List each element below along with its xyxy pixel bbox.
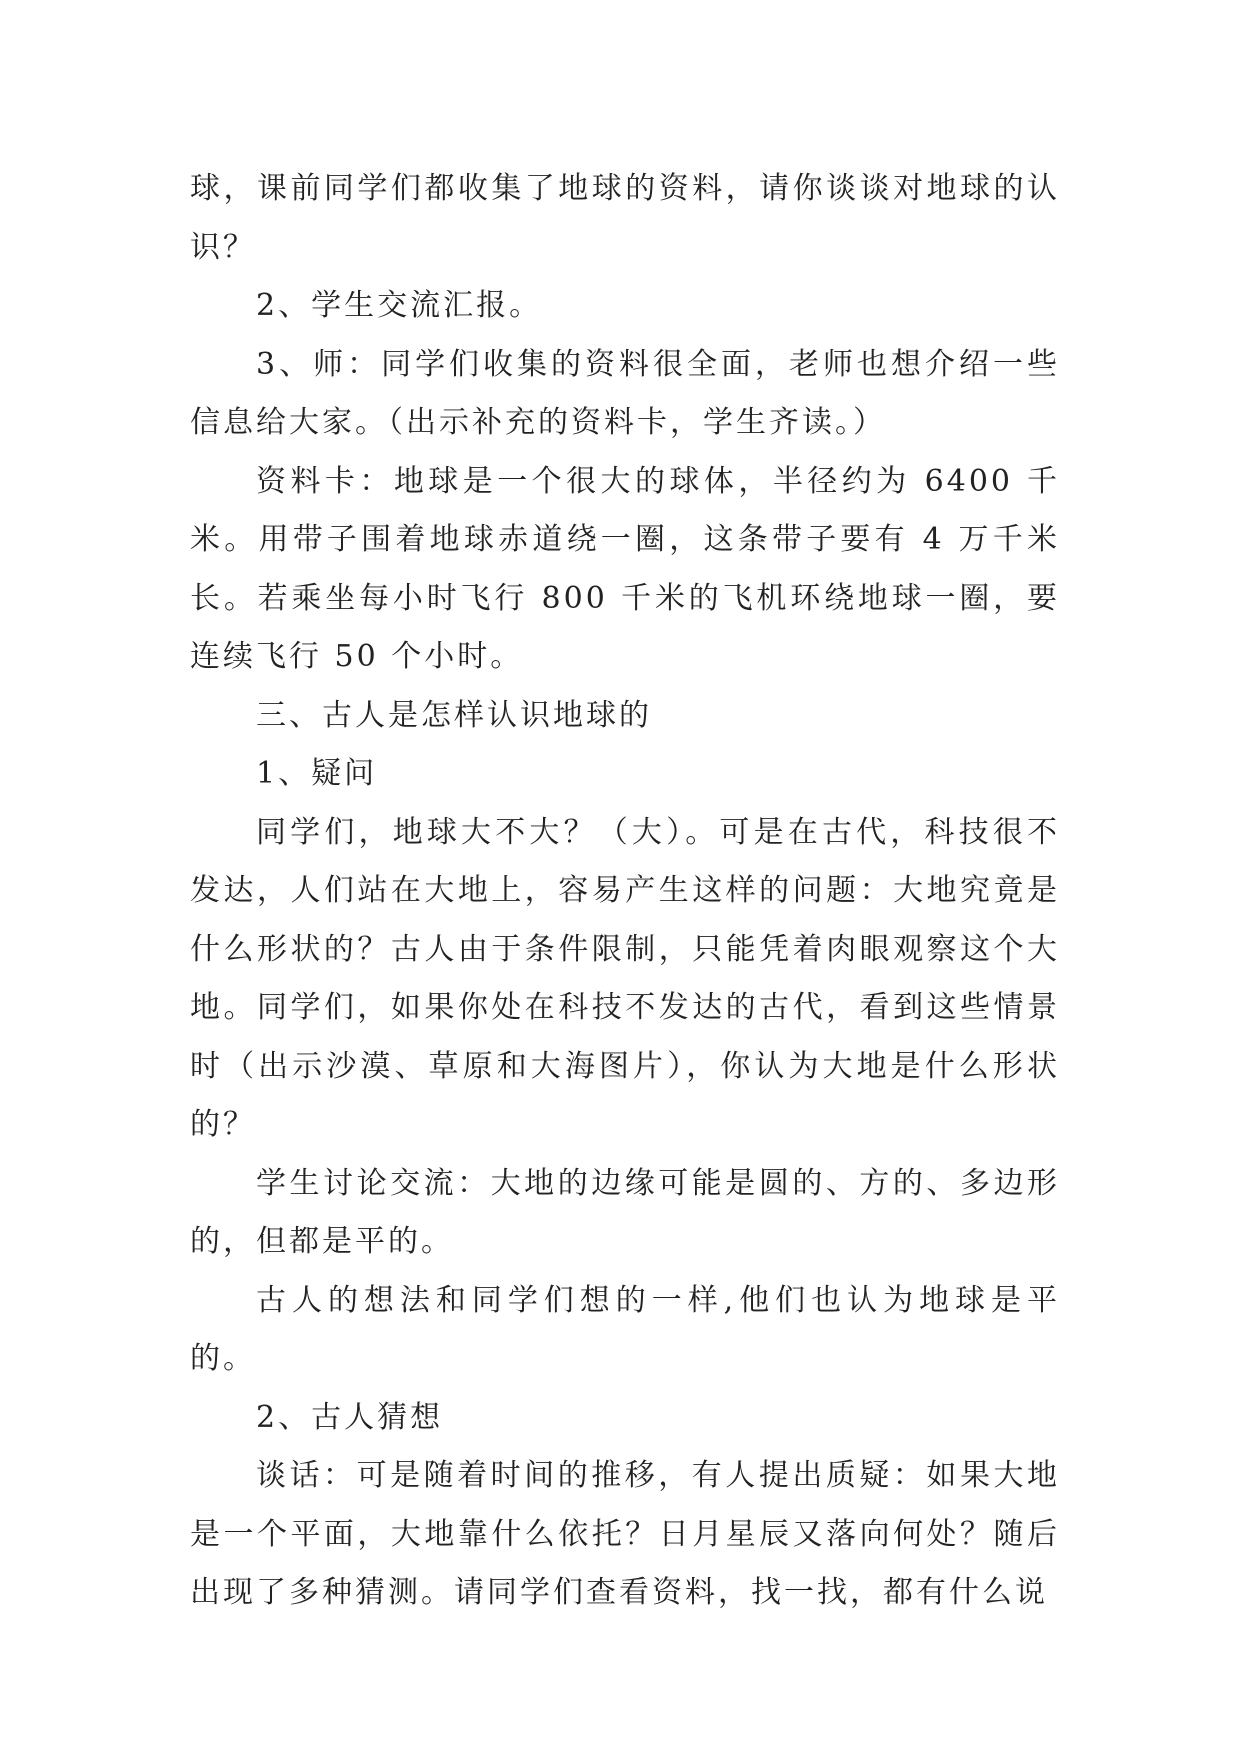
paragraph-ancient-shape: 同学们，地球大不大？（大）。可是在古代，科技很不发达，人们站在大地上，容易产生这样的问题：大地究竟是什么形状的？古人由于条件限制，只能凭着肉眼观察这个大地。同学们，如果你处在科技不发达的古代，看到这些情景时（出示沙漠、草原和大海图片），你认为大地是什么形状的？ [190, 814, 1060, 1142]
paragraph-teacher-info: 3、师：同学们收集的资料很全面，老师也想介绍一些信息给大家。（出示补充的资料卡，学生齐读。） [190, 346, 1060, 440]
paragraph-student-discussion: 学生讨论交流：大地的边缘可能是圆的、方的、多边形的，但都是平的。 [190, 1165, 1060, 1259]
document-body [190, 160, 1060, 1623]
paragraph-student-report: 2、学生交流汇报。 [256, 288, 543, 323]
paragraph-ancient-flat: 古人的想法和同学们想的一样,他们也认为地球是平的。 [190, 1282, 1060, 1376]
paragraph-info-card: 资料卡：地球是一个很大的球体，半径约为 6400 千米。用带子围着地球赤道绕一圈，这条带子要有 4 万千米长。若乘坐每小时飞行 800 千米的飞机环绕地球一圈，要连续飞行 50 个小时。 [190, 463, 1060, 674]
subheading-question: 1、疑问 [256, 756, 378, 791]
paragraph-talk: 谈话：可是随着时间的推移，有人提出质疑：如果大地是一个平面，大地靠什么依托？日月星辰又落向何处？随后出现了多种猜测。请同学们查看资料，找一找，都有什么说 [190, 1458, 1060, 1610]
subheading-ancient-guess: 2、古人猜想 [256, 1399, 444, 1435]
section-heading-ancient-view: 三、古人是怎样认识地球的 [256, 697, 652, 733]
paragraph-earth-question: 球，课前同学们都收集了地球的资料，请你谈谈对地球的认识？ [190, 171, 1060, 265]
